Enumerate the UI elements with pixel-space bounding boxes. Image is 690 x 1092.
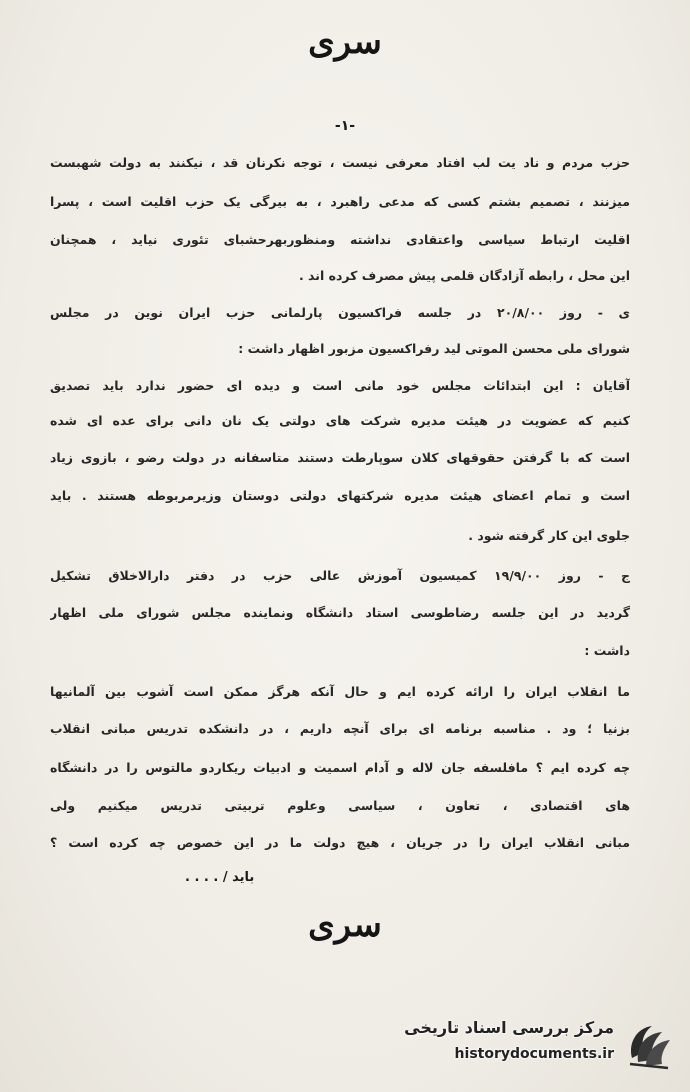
text-line: ما انقلاب ایران را ارائه کرده ایم و حال آنکه هرگز ممکن است آشوب بین آلمانیها xyxy=(50,684,630,699)
text-line: گردید در این جلسه رضاطوسی استاد دانشگاه ونماینده مجلس شورای ملی اظهار xyxy=(50,605,630,620)
text-line: شورای ملی محسن الموتی لید رفراکسیون مزبور اظهار داشت : xyxy=(238,341,630,356)
page-number: -۱- xyxy=(334,118,356,134)
text-line: است و تمام اعضای هیئت مدیره شرکتهای دولتی دوستان وزیرمربوطه هستند . باید xyxy=(50,488,630,503)
text-line: چه کرده ایم ؟ مافلسفه جان لاله و آدام اسمیت و ادبیات ریکاردو مالتوس را در دانشگاه xyxy=(50,760,630,775)
text-line: اقلیت ارتباط سیاسی واعتقادی نداشته ومنظوربهرحشبای تئوری نیاید ، همچنان xyxy=(50,232,630,247)
archive-logo-icon xyxy=(622,1018,676,1072)
text-line: های اقتصادی ، تعاون ، سیاسی وعلوم تربیتی تدریس میکنیم ولی xyxy=(50,798,630,813)
text-line: این محل ، رابطه آزادگان قلمی پیش مصرف کرده اند . xyxy=(298,268,630,283)
text-line: مبانی انقلاب ایران را در جریان ، هیچ دولت ما در این خصوص چه کرده است ؟ xyxy=(50,835,630,850)
text-line: کنیم که عضویت در هیئت مدیره شرکت های دولتی یک نان دانی برای عده ای شده xyxy=(50,413,630,428)
text-line: جلوی این کار گرفته شود . xyxy=(468,528,630,543)
classification-stamp-top: سری xyxy=(308,22,382,62)
watermark xyxy=(396,1012,676,1076)
classification-stamp-bottom: سری xyxy=(308,905,382,945)
text-line: حزب مردم و ناد یت لب افتاد معرفی نیست ، توجه نکرنان قد ، نیکنند به دولت شهبست xyxy=(50,155,630,170)
signoff: باید / . . . . xyxy=(185,870,255,885)
text-line: بزنیا ؛ ود . مناسبه برنامه ای برای آنچه داریم ، در دانشکده تدریس مبانی انقلاب xyxy=(50,721,630,736)
text-line: ج - روز ۱۹/۹/۰۰ کمیسیون آموزش عالی حزب در دفتر دارالاخلاق تشکیل xyxy=(50,568,630,583)
text-line: است که با گرفتن حقوقهای کلان سوپارطت دستند متاسفانه در دولت رضو ، بازوی زیاد xyxy=(50,450,630,465)
archive-url: historydocuments.ir xyxy=(454,1046,614,1062)
text-line: آقایان : این ابتدائات مجلس خود مانی است و دیده ای حضور ندارد باید تصدیق xyxy=(50,378,630,393)
text-line: میزنند ، تصمیم بشتم کسی که مدعی راهبرد ، به بیرگی یک حزب اقلیت است ، پسرا xyxy=(50,194,630,209)
text-line: ی - روز ۲۰/۸/۰۰ در جلسه فراکسیون پارلمانی حزب ایران نوین در مجلس xyxy=(50,305,630,320)
archive-name: مرکز بررسی اسناد تاریخی xyxy=(404,1018,614,1037)
text-line: داشت : xyxy=(584,643,630,658)
